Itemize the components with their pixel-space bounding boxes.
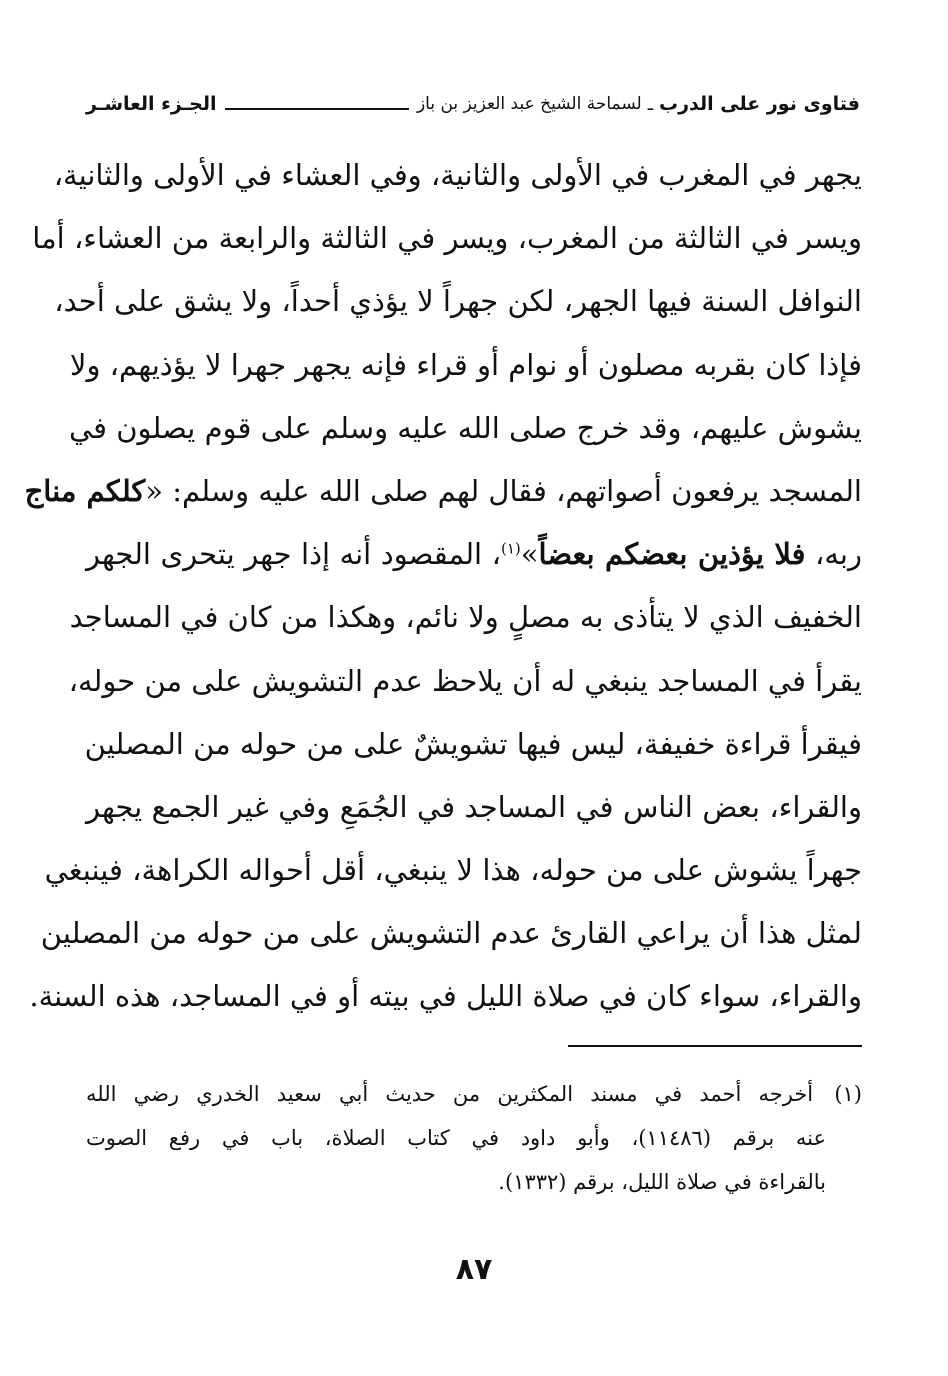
header-author: لسماحة الشيخ عبد العزيز بن باز <box>416 94 642 114</box>
header-book-title: فتاوى نور على الدرب <box>659 93 860 115</box>
text-line: يشوش عليهم، وقد خرج صلى الله عليه وسلم على قوم يصلون في <box>69 410 862 445</box>
footnote-line: بالقراءة في صلاة الليل، برقم (١٣٣٢). <box>498 1170 826 1194</box>
text-line: فيقرأ قراءة خفيفة، ليس فيها تشويشٌ على من حوله من المصلين <box>84 726 862 761</box>
footnote-number: (١) <box>834 1082 862 1106</box>
text-line: النوافل السنة فيها الجهر، لكن جهراً لا يؤذي أحداً، ولا يشق على أحد، <box>54 284 862 319</box>
text-segment: المسجد يرفعون أصواتهم، فقال لهم صلى الله عليه وسلم: « <box>145 473 862 508</box>
header-rule <box>225 108 409 110</box>
text-line: يجهر في المغرب في الأولى والثانية، وفي العشاء في الأولى والثانية، <box>53 158 862 192</box>
text-line: والقراء، بعض الناس في المساجد في الجُمَعِ وفي غير الجمع يجهر <box>86 789 862 824</box>
text-line: الخفيف الذي لا يتأذى به مصلٍ ولا نائم، وهكذا من كان في المساجد <box>69 600 862 635</box>
text-segment: ، المقصود أنه إذا جهر يتحرى الجهر <box>86 537 501 572</box>
running-header <box>86 88 860 120</box>
text-line: لمثل هذا أن يراعي القارئ عدم التشويش على من حوله من المصلين <box>40 916 862 951</box>
text-line: والقراء، سواء كان في صلاة الليل في بيته أو في المساجد، هذه السنة. <box>29 979 862 1014</box>
text-line: جهراً يشوش على من حوله، هذا لا ينبغي، أقل أحواله الكراهة، فينبغي <box>44 853 862 888</box>
text-segment: ربه، <box>805 537 863 572</box>
footnotes <box>86 1072 862 1204</box>
footnote-separator <box>568 1045 862 1047</box>
main-text <box>24 144 863 1029</box>
hadith-quote: فلا يؤذين بعضكم بعضاً <box>538 537 806 572</box>
footnote-text: أخرجه أحمد في مسند المكثرين من حديث أبي سعيد الخدري رضي الله <box>86 1082 814 1106</box>
text-line: ويسر في الثالثة من المغرب، ويسر في الثالثة والرابعة من العشاء، أما <box>32 221 862 256</box>
page-number: ٨٧ <box>455 1252 493 1287</box>
footnote-line: عنه برقم (١١٤٨٦)، وأبو داود في كتاب الصلاة، باب في رفع الصوت <box>86 1126 826 1150</box>
header-volume: الجـزء العاشـر <box>86 93 217 115</box>
quote-close: » <box>520 537 539 572</box>
hadith-quote: كلكم مناج <box>24 473 146 508</box>
footnote-reference[interactable]: (١) <box>500 539 521 558</box>
footnote-line <box>86 1072 862 1116</box>
header-dash: ـ <box>647 93 653 115</box>
text-line <box>24 460 862 523</box>
text-line: فإذا كان بقربه مصلون أو نوام أو قراء فإنه يجهر جهرا لا يؤذيهم، ولا <box>69 347 862 382</box>
text-line <box>86 523 862 586</box>
text-line: يقرأ في المساجد ينبغي له أن يلاحظ عدم التشويش على من حوله، <box>68 663 862 698</box>
